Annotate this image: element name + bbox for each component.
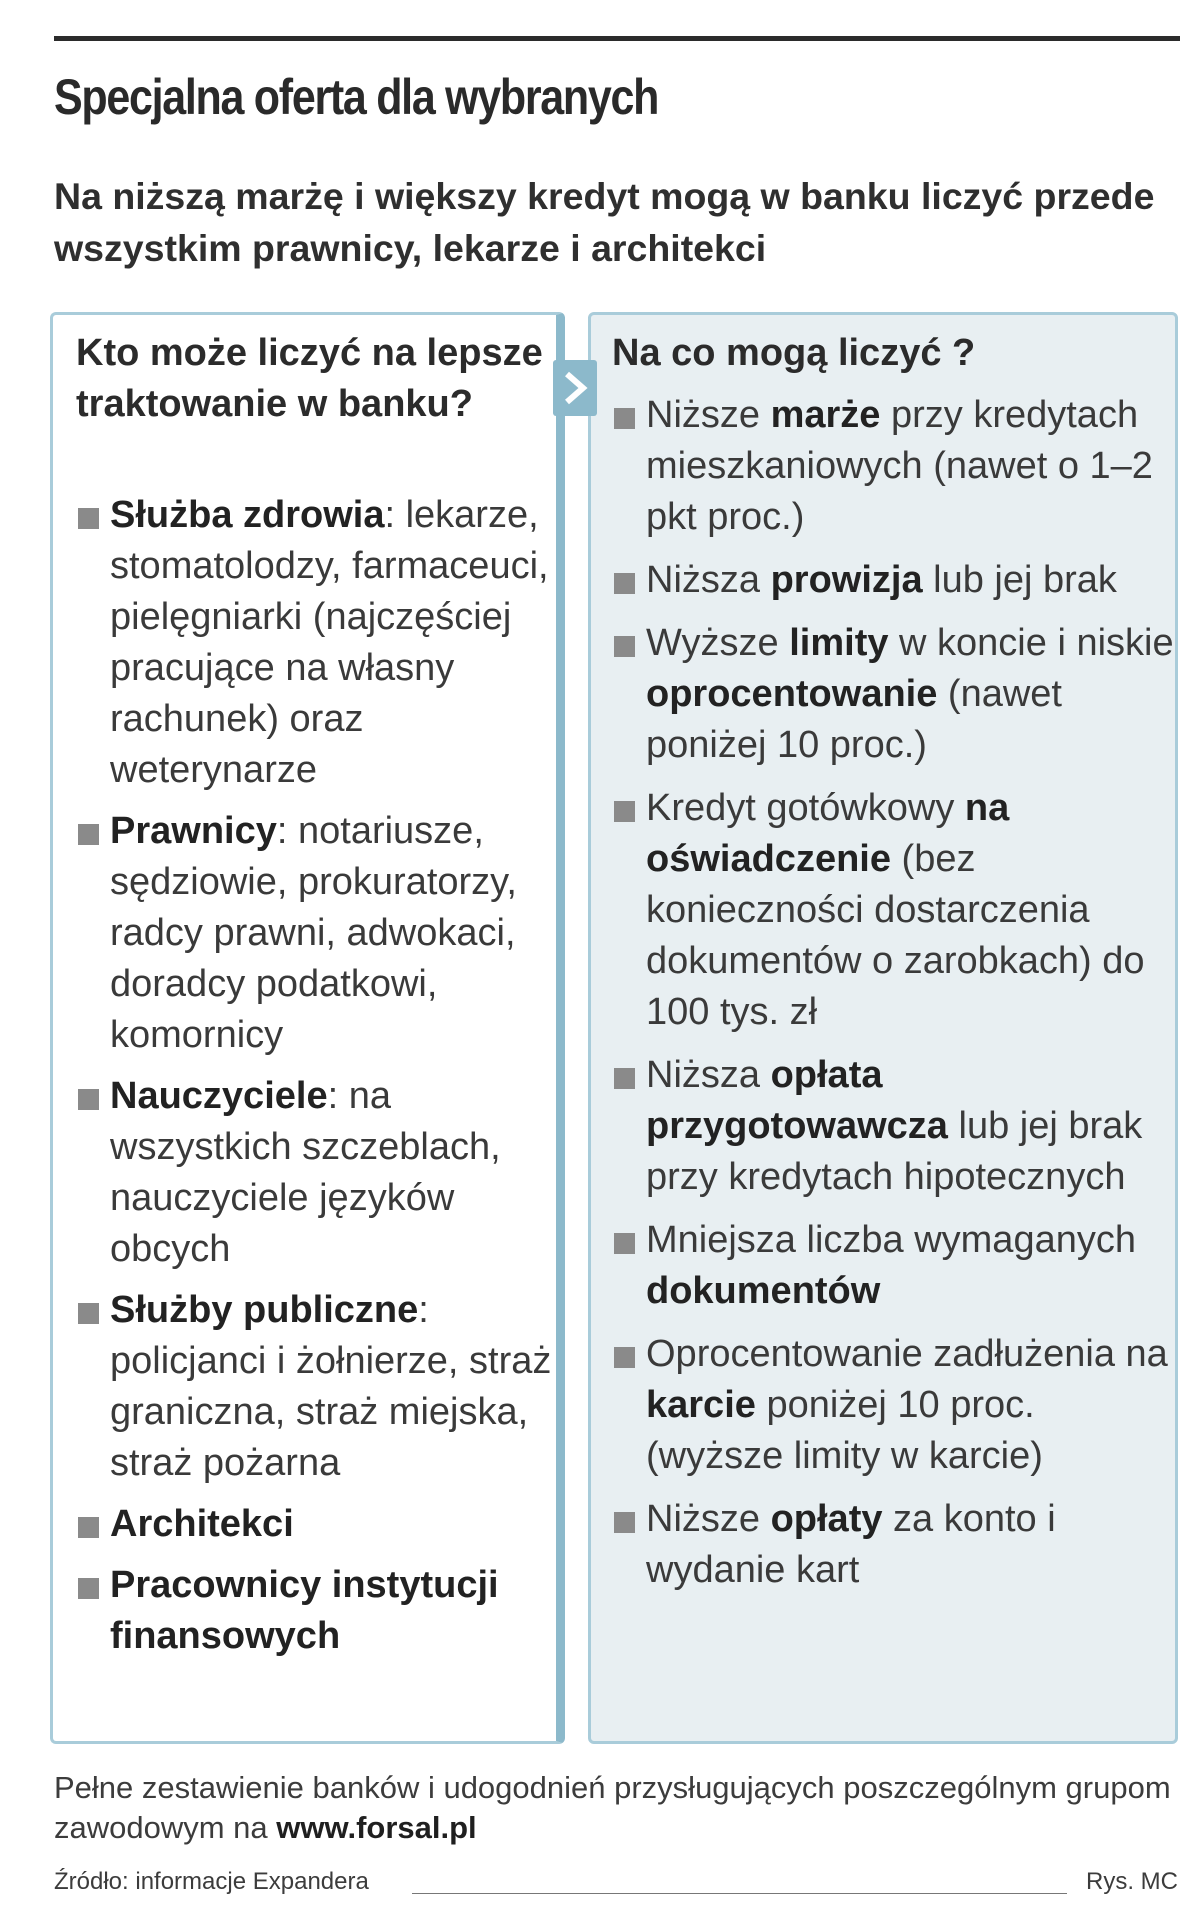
list-item [76,1285,558,1489]
left-column-heading: Kto może liczyć na lepsze traktowanie w banku? [76,332,543,425]
bullet-square-icon [78,1578,99,1599]
bullet-square-icon [614,636,635,657]
item-text: w koncie i niskie [888,622,1174,664]
footer-note [54,1768,1174,1848]
item-bold: Architekci [110,1503,294,1545]
item-bold: oprocentowanie [646,673,938,715]
item-text: (nawet poniżej 10 proc.) [646,673,1062,766]
item-text: Oprocentowanie zadłużenia na [646,1333,1168,1375]
bullet-square-icon [78,1089,99,1110]
item-text: lub jej brak przy kredytach hipotecznych [646,1105,1143,1198]
item-text: : notariusze, sędziowie, prokuratorzy, radcy prawni, adwokaci, doradcy podatkowi, komornicy [110,810,517,1056]
item-text: : policjanci i żołnierze, straż graniczna, straż miejska, straż pożarna [110,1289,552,1484]
top-rule [54,36,1180,41]
bullet-square-icon [78,508,99,529]
item-bold: karcie [646,1384,756,1426]
item-bold: marże [770,394,881,436]
list-item [612,1050,1177,1203]
item-text: : na wszystkich szczeblach, nauczyciele języków obcych [110,1075,501,1270]
item-text: lub jej brak [922,559,1117,601]
footer-link[interactable]: www.forsal.pl [276,1810,477,1845]
source-text: Źródło: informacje Expandera [54,1868,369,1895]
item-bold: Nauczyciele [110,1075,328,1117]
item-text: Niższa [646,559,771,601]
item-text: Wyższe [646,622,790,664]
page-title: Specjalna oferta dla wybranych [54,69,659,125]
list-item [612,1215,1177,1317]
item-text: Mniejsza liczba wymaganych [646,1219,1136,1261]
item-bold: Prawnicy [110,810,277,852]
list-item [76,1071,558,1275]
list-item [612,1329,1177,1482]
item-bold: Pracownicy instytucji finansowych [110,1564,499,1657]
item-bold: opłata przygotowawcza [646,1054,948,1147]
bullet-square-icon [78,1303,99,1324]
item-bold: opłaty [770,1498,883,1540]
credit-text: Rys. MC [1086,1868,1178,1895]
item-bold: limity [789,622,889,664]
chevron-right-icon [553,360,597,416]
subtitle: Na niższą marżę i większy kredyt mogą w banku liczyć przede wszystkim prawnicy, lekarze i architekci [54,175,1155,269]
source-rule [412,1893,1067,1894]
bullet-square-icon [78,824,99,845]
item-text: za konto i wydanie kart [646,1498,1056,1591]
footer-text: Pełne zestawienie banków i udogodnień przysługujących poszczególnym grupom zawodowym na [54,1770,1171,1845]
item-text: przy kredytach mieszkaniowych (nawet o 1–2 pkt proc.) [646,394,1153,538]
list-item [612,555,1177,606]
left-list [76,490,558,1672]
bullet-square-icon [78,1517,99,1538]
item-bold: dokumentów [646,1270,881,1312]
bullet-square-icon [614,1347,635,1368]
list-item [76,1560,558,1662]
list-item [612,783,1177,1038]
bullet-square-icon [614,408,635,429]
bullet-square-icon [614,1068,635,1089]
bullet-square-icon [614,1512,635,1533]
item-text: : lekarze, stomatolodzy, farmaceuci, pielęgniarki (najczęściej pracujące na własny rachunek) oraz weterynarze [110,494,549,791]
list-item [612,390,1177,543]
item-text: poniżej 10 proc. (wyższe limity w karcie) [646,1384,1043,1477]
item-text: Niższe [646,394,771,436]
item-bold: prowizja [770,559,923,601]
item-bold: na oświadczenie [646,787,1010,880]
item-bold: Służby publiczne [110,1289,419,1331]
bullet-square-icon [614,573,635,594]
item-text: Kredyt gotówkowy [646,787,965,829]
bullet-square-icon [614,801,635,822]
item-text: Niższa [646,1054,771,1096]
list-item [612,618,1177,771]
item-text: Niższe [646,1498,771,1540]
item-text: (bez konieczności dostarczenia dokumentów o zarobkach) do 100 tys. zł [646,838,1145,1033]
list-item [76,490,558,796]
item-bold: Służba zdrowia [110,494,385,536]
right-list [612,390,1177,1608]
list-item [612,1494,1177,1596]
right-column-heading: Na co mogą liczyć ? [612,332,976,374]
list-item [76,806,558,1061]
list-item [76,1499,558,1550]
bullet-square-icon [614,1233,635,1254]
